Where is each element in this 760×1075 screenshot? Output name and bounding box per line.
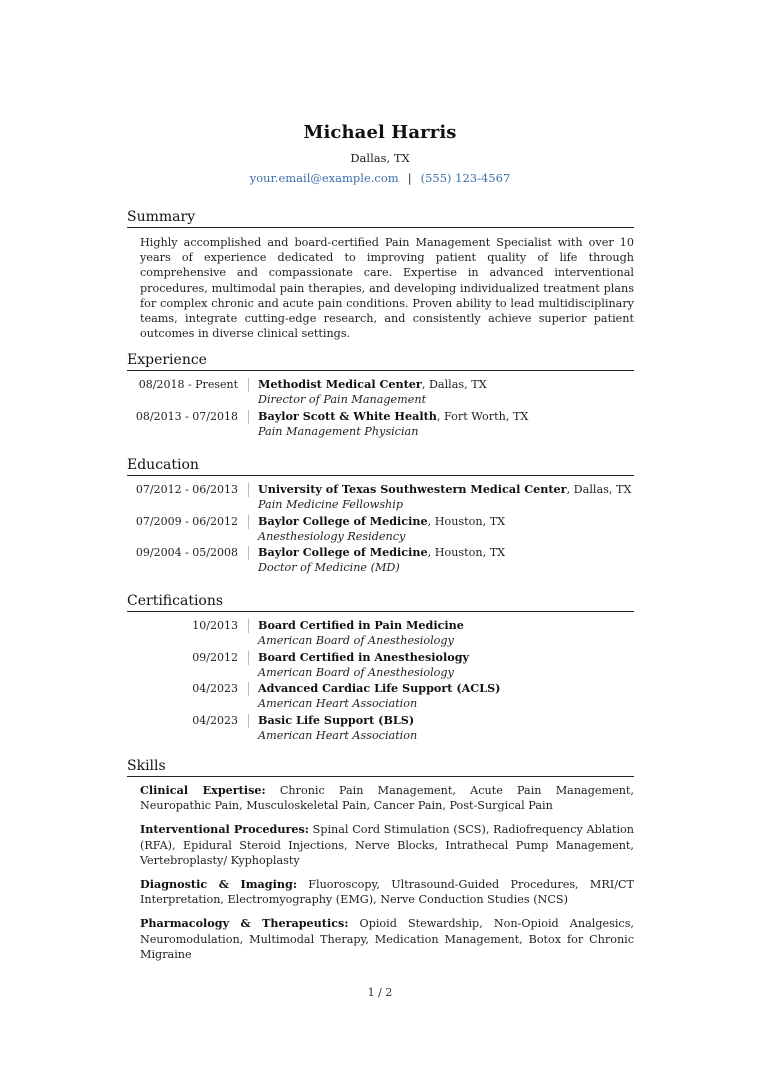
entry-org: Board Certified in Pain Medicine <box>258 618 464 632</box>
summary-section <box>127 209 634 341</box>
entry-divider <box>248 515 249 529</box>
email-link[interactable]: your.email@example.com <box>249 171 399 185</box>
section-title-summary: Summary <box>127 209 634 228</box>
entry-role: American Heart Association <box>258 697 418 711</box>
entry-role: American Board of Anesthesiology <box>258 665 454 679</box>
entry-body <box>258 545 505 576</box>
skill-row <box>140 916 634 962</box>
certifications-section <box>127 593 634 744</box>
entry-divider <box>248 378 249 392</box>
experience-section <box>127 352 634 440</box>
contact-line <box>0 171 760 185</box>
skill-label: Diagnostic & Imaging: <box>140 877 297 892</box>
education-entry <box>127 545 634 576</box>
candidate-location: Dallas, TX <box>350 151 410 165</box>
experience-entry <box>127 409 634 440</box>
entry-divider <box>248 410 249 424</box>
entry-body <box>258 514 505 545</box>
entry-place: , Houston, TX <box>427 514 506 528</box>
skills-section <box>127 758 634 971</box>
section-title-experience: Experience <box>127 352 634 371</box>
entry-role: Director of Pain Management <box>258 393 427 407</box>
certifications-entry <box>127 713 634 744</box>
entry-place: , Dallas, TX <box>566 483 632 496</box>
entry-org: Methodist Medical Center <box>258 377 422 391</box>
entry-date: 04/2023 <box>192 682 238 696</box>
summary-text: Highly accomplished and board-certified Pain Management Specialist with over 10 years of experience dedicated to improving patient quality of life through comprehensive and compassionate care. Expertise in advanced interventional procedures, multimodal pain therapies, and developing individualized treatment plans for complex chronic and acute pain conditions. Proven ability to lead multidisciplinary teams, integrate cutting-edge research, and consistently achieve superior patient outcomes in diverse clinical settings. <box>140 236 634 341</box>
phone-link[interactable]: (555) 123-4567 <box>420 171 511 185</box>
entry-date: 07/2009 - 06/2012 <box>135 514 238 528</box>
skills-list <box>127 783 634 962</box>
education-section <box>127 457 634 577</box>
skill-text: Opioid Stewardship, Non-Opioid Analgesics, Neuromodulation, Multimodal Therapy, Medication Management, Botox for Chronic Migraine <box>140 917 634 961</box>
entry-org: Basic Life Support (BLS) <box>258 712 415 727</box>
entry-place: , Dallas, TX <box>421 378 487 391</box>
entry-org: Board Certified in Anesthesiology <box>258 649 470 664</box>
entry-body <box>258 482 631 513</box>
certifications-entry <box>127 650 634 681</box>
experience-entry <box>127 377 634 408</box>
candidate-name: Michael Harris <box>303 122 457 143</box>
entry-body <box>258 409 528 440</box>
skill-text: Spinal Cord Stimulation (SCS), Radiofrequency Ablation (RFA), Epidural Steroid Injections, Nerve Blocks, Intrathecal Pump Management, Vertebroplasty/ Kyphoplasty <box>140 823 634 867</box>
entry-place: , Fort Worth, TX <box>436 409 529 423</box>
entry-org: Baylor College of Medicine <box>258 545 428 560</box>
skill-text: Chronic Pain Management, Acute Pain Management, Neuropathic Pain, Musculoskeletal Pain, Cancer Pain, Post-Surgical Pain <box>140 784 634 813</box>
entry-role: Pain Management Physician <box>258 424 419 438</box>
contact-separator: | <box>407 171 412 185</box>
entry-role: American Heart Association <box>258 729 418 743</box>
skill-label: Interventional Procedures: <box>140 822 309 837</box>
education-list <box>127 482 634 576</box>
entry-date: 09/2004 - 05/2008 <box>135 546 238 560</box>
entry-divider <box>248 714 249 728</box>
entry-body <box>258 713 417 744</box>
entry-body <box>258 650 469 681</box>
certifications-entry <box>127 681 634 712</box>
skill-row <box>140 822 634 868</box>
entry-divider <box>248 619 249 633</box>
entry-date: 08/2013 - 07/2018 <box>135 409 238 423</box>
entry-role: Doctor of Medicine (MD) <box>258 561 400 575</box>
entry-org: Baylor College of Medicine <box>258 513 428 528</box>
skill-label: Pharmacology & Therapeutics: <box>140 916 349 931</box>
entry-place: , Houston, TX <box>427 546 506 560</box>
entry-date: 10/2013 <box>192 619 238 632</box>
section-title-certifications: Certifications <box>127 593 634 612</box>
entry-divider <box>248 651 249 665</box>
skill-label: Clinical Expertise: <box>140 783 266 797</box>
entry-date: 09/2012 <box>192 650 238 664</box>
entry-divider <box>248 682 249 696</box>
entry-date: 07/2012 - 06/2013 <box>135 483 238 496</box>
entry-divider <box>248 546 249 560</box>
skill-row <box>140 783 634 813</box>
experience-list <box>127 377 634 439</box>
skill-row <box>140 877 634 907</box>
entry-date: 04/2023 <box>192 713 238 727</box>
page-number: 1 / 2 <box>367 986 393 999</box>
skill-text: Fluoroscopy, Ultrasound-Guided Procedures, MRI/CT Interpretation, Electromyography (EMG), Nerve Conduction Studies (NCS) <box>140 878 634 907</box>
entry-body <box>258 618 464 649</box>
entry-org: University of Texas Southwestern Medical Center <box>258 482 567 496</box>
education-entry <box>127 482 634 513</box>
entry-role: Pain Medicine Fellowship <box>258 498 403 512</box>
section-title-skills: Skills <box>127 758 634 777</box>
entry-divider <box>248 483 249 497</box>
entry-date: 08/2018 - Present <box>138 378 238 391</box>
entry-org: Advanced Cardiac Life Support (ACLS) <box>258 681 501 696</box>
education-entry <box>127 514 634 545</box>
entry-org: Baylor Scott & White Health <box>258 408 437 423</box>
certifications-list <box>127 618 634 743</box>
entry-body <box>258 377 487 408</box>
resume-header <box>0 122 760 185</box>
section-title-education: Education <box>127 457 634 476</box>
certifications-entry <box>127 618 634 649</box>
entry-role: American Board of Anesthesiology <box>258 634 454 648</box>
entry-body <box>258 681 500 712</box>
entry-role: Anesthesiology Residency <box>258 529 406 543</box>
